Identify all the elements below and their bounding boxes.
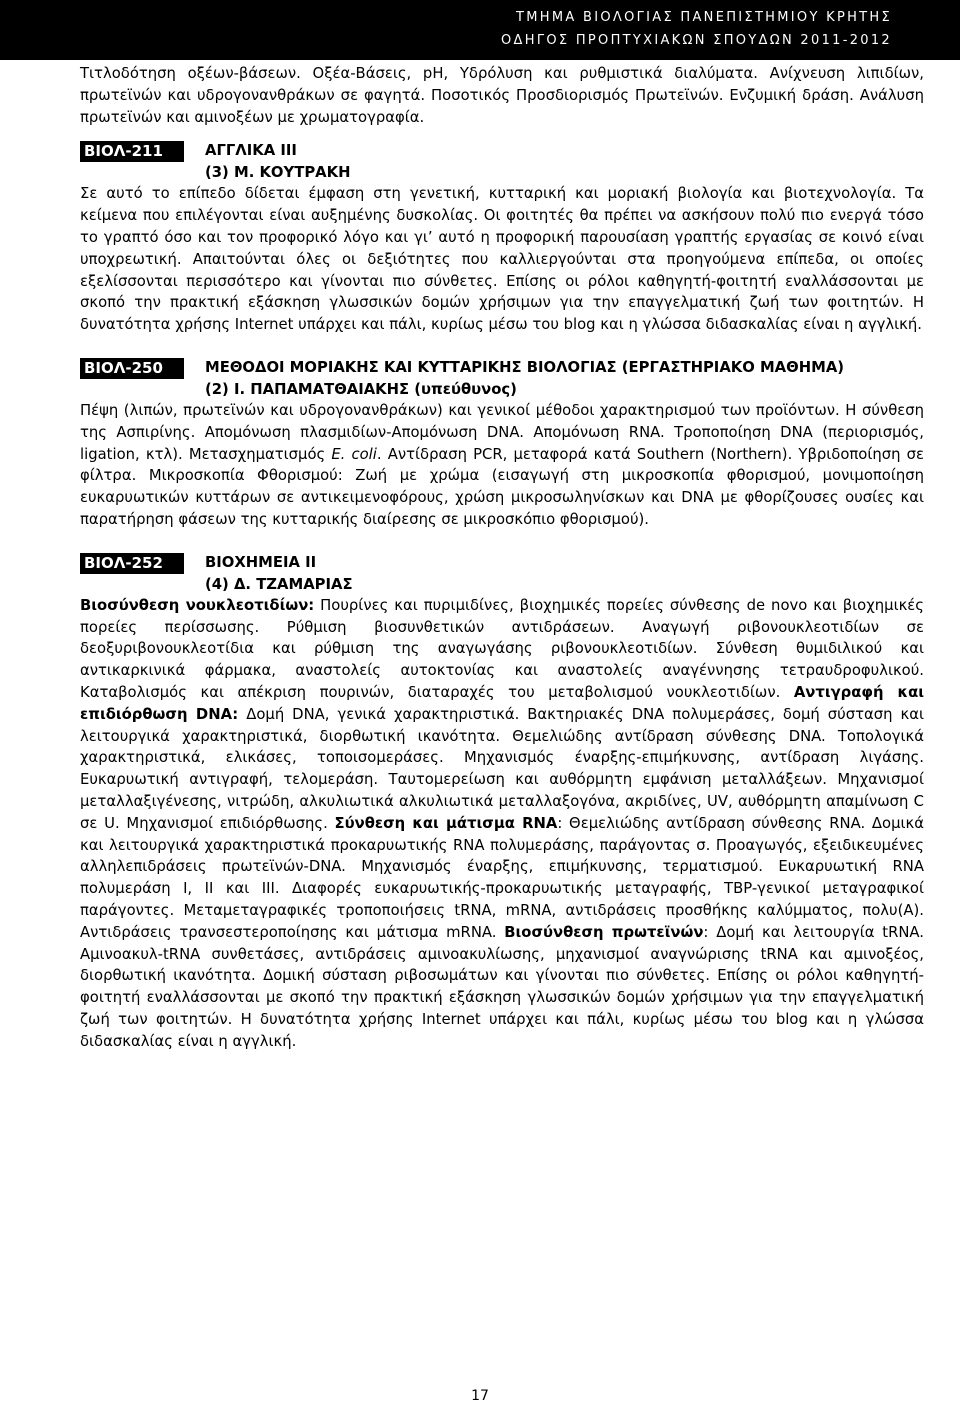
course-description	[80, 400, 924, 531]
course-title: ΑΓΓΛΙΚΑ ΙΙΙ	[205, 142, 297, 160]
topic-text: : Δομή και λειτουργία tRNA. Αμινοακυλ-tRNA συνθετάσες, αντιδράσεις αμινοακυλίωσης, μηχανισμοί αναγνώρισης tRNA και αμινοξέος, διορθωτική ικανότητα. Δομική σύσταση ριβοσωμάτων και γίνονται πιο σύνθετες. Επίσης οι ρόλοι καθηγητή-φοιτητή εναλλάσσονται με σκοπό την πρακτική εξάσκηση γλωσσικών δομών χρήσιμων για την επαγγελματική ζωή των φοιτητών. Η δυνατότητα χρήσης Internet υπάρχει και πάλι, κυρίως μέσω του blog και η γλώσσα διδασκαλίας είναι η αγγλική.	[80, 923, 924, 1050]
topic-text: : Θεμελιώδης αντίδραση σύνθεσης RNA. Δομικά και λειτουργικά χαρακτηριστικά προκαρυωτικής RNA πολυμεράσης, παράγοντας σ. Προαγωγός, εξειδικευμένες αλληλεπιδράσεις πρωτεϊνών-DNA. Μηχανισμός έναρξης, επιμήκυνσης, τερματισμού. Ευκαρυωτική RNA πολυμεράση Ι, ΙΙ και ΙΙΙ. Διαφορές ευκαρυωτικής-προκαρυωτικής μεταγραφής, TBP-γενικοί μεταγραφικοί παράγοντες. Μεταμεταγραφικές τροποποιήσεις tRNA, mRNA, αντιδράσεις προσθήκης καλύμματος, πολυ(Α). Αντιδράσεις τρανσεστεροποίησης και μάτισμα mRNA.	[80, 814, 924, 941]
description-text: Πέψη (λιπών, πρωτεϊνών και υδρογονανθράκων) και γενικοί μέθοδοι χαρακτηρισμού των προϊόντων. Η σύνθεση της Ασπιρίνης. Απομόνωση πλασμιδίων-Απομόνωση DNA. Απομόνωση RNA. Τροποποίηση DNA (περιορισμός, ligation, κτλ). Μετασχηματισμός	[80, 401, 924, 463]
course-biol-252	[80, 552, 924, 1053]
course-code-badge: ΒΙΟΛ-211	[80, 141, 184, 162]
course-instructor: (3) Μ. ΚΟΥΤΡΑΚΗ	[205, 164, 351, 182]
course-code-badge: ΒΙΟΛ-252	[80, 553, 184, 574]
course-biol-211	[80, 140, 924, 336]
course-instructor: (2) Ι. ΠΑΠΑΜΑΤΘΑΙΑΚΗΣ (υπεύθυνος)	[205, 380, 517, 398]
topic-heading: Βιοσύνθεση πρωτεϊνών	[504, 923, 704, 941]
organism-name: E. coli	[331, 445, 377, 463]
course-description: Σε αυτό το επίπεδο δίδεται έμφαση στη γενετική, κυτταρική και μοριακή βιολογία και βιοτεχνολογία. Τα κείμενα που επιλέγονται είναι αυξημένης δυσκολίας. Οι φοιτητές θα πρέπει να ασκήσουν πολύ πιο ενεργά τόσο το γραπτό όσο και τον προφορικό λόγο και γι’ αυτό η προφορική παρουσίαση γραπτής εργασίας σε κοινό είναι υποχρεωτική. Απαιτούνται όλες οι δεξιότητες που καλλιεργούνται στα προηγούμενα επίπεδα, οι οποίες εξελίσσονται περισσότερο και γίνονται πιο σύνθετες. Επίσης οι ρόλοι καθηγητή-φοιτητή εναλλάσσονται με σκοπό την πρακτική εξάσκηση γλωσσικών δομών χρήσιμων για την επαγγελματική ζωή των φοιτητών. Η δυνατότητα χρήσης Internet υπάρχει και πάλι, κυρίως μέσω του blog και η γλώσσα διδασκαλίας είναι η αγγλική.	[80, 185, 924, 334]
header-department: ΤΜΗΜΑ ΒΙΟΛΟΓΙΑΣ ΠΑΝΕΠΙΣΤΗΜΙΟΥ ΚΡΗΤΗΣ	[516, 10, 892, 25]
course-biol-250	[80, 357, 924, 531]
course-header	[80, 140, 924, 183]
page-number: 17	[471, 1388, 489, 1404]
header-guide-title: ΟΔΗΓΟΣ ΠΡΟΠΤΥΧΙΑΚΩΝ ΣΠΟΥΔΩΝ 2011-2012	[501, 33, 892, 48]
course-description	[80, 595, 924, 1053]
course-title: ΜΕΘΟΔΟΙ ΜΟΡΙΑΚΗΣ ΚΑΙ ΚΥΤΤΑΡΙΚΗΣ ΒΙΟΛΟΓΙΑΣ (ΕΡΓΑΣΤΗΡΙΑΚΟ ΜΑΘΗΜΑ)	[205, 358, 845, 376]
intro-paragraph: Τιτλοδότηση οξέων-βάσεων. Οξέα-Βάσεις, pH, Υδρόλυση και ρυθμιστικά διαλύματα. Ανίχνευση λιπιδίων, πρωτεϊνών και υδρογονανθράκων σε φαγητά. Ποσοτικός Προσδιορισμός Πρωτεϊνών. Ενζυμική δράση. Ανάλυση πρωτεϊνών και αμινοξέων με χρωματογραφία.	[80, 65, 924, 126]
topic-text: Δομή DNA, γενικά χαρακτηριστικά. Βακτηριακές DNA πολυμεράσες, δομή σύσταση και λειτουργικά χαρακτηριστικά, διορθωτική ικανότητα. Θεμελιώδης αντίδραση σύνθεσης DNA. Τοπολογικά χαρακτηριστικά, ελικάσες, τοποισομεράσες. Μηχανισμός έναρξης-επιμήκυνσης, αντίδραση λιγάσης. Ευκαρυωτική αντιγραφή, τελομεράση. Ταυτομερείωση και αυθόρμητη εμφάνιση μεταλλάξεων. Μηχανισμοί μεταλλαξιγένεσης, νιτρώδη, αλκυλιωτικά αλκυλιωτικά μεταλλαξογόνα, ακριδίνες, UV, αυθόρμητη απαμίνωση C σε U. Μηχανισμοί επιδιόρθωσης.	[80, 705, 924, 832]
topic-text: Πουρίνες και πυριμιδίνες, βιοχημικές πορείες σύνθεσης de novo και βιοχημικές πορείες περίσσωσης. Ρύθμιση βιοσυνθετικών αντιδράσεων. Αναγωγή ριβονουκλεοτιδίων σε δεοξυριβονουκλεοτίδια και ρύθμιση της αναγωγάσης ριβονουκλεοτιδίων. Σύνθεση θυμιδιλικού και αντικαρκινικά φάρμακα, αναστολείς αυτοκτονίας και αναστολείς αναγέννησης τετραυδροφυλικού. Καταβολισμός και απέκριση πουρινών, διαταραχές του μεταβολισμού νουκλεοτιδίων.	[80, 596, 924, 701]
course-code-badge: ΒΙΟΛ-250	[80, 358, 184, 379]
course-header	[80, 357, 924, 400]
description-text: . Αντίδραση PCR, μεταφορά κατά Southern (Northern). Υβριδοποίηση σε φίλτρα. Μικροσκοπία Φθορισμού: Ζωή με χρώμα (εισαγωγή στη μικροσκοπία φθορισμού, μονιμοποίηση ευκαρυωτικών κυττάρων σε αντικειμενοφόρους, χρώση μικροσωληνίσκων και DNA με φθορίζουσες ουσίες και παρατήρηση φάσεων της κυτταρικής διαίρεσης σε μικροσκόπιο φθορισμού).	[80, 445, 924, 528]
page-header	[0, 0, 960, 60]
course-header	[80, 552, 924, 595]
topic-heading: Σύνθεση και μάτισμα RNA	[334, 814, 558, 832]
document-content	[80, 63, 924, 1052]
course-instructor: (4) Δ. ΤΖΑΜΑΡΙΑΣ	[205, 575, 353, 593]
course-title: ΒΙΟΧΗΜΕΙΑ ΙΙ	[205, 553, 317, 571]
topic-heading: Βιοσύνθεση νουκλεοτιδίων:	[80, 596, 315, 614]
topic-heading: Αντιγραφή και επιδιόρθωση DNA:	[80, 683, 925, 723]
